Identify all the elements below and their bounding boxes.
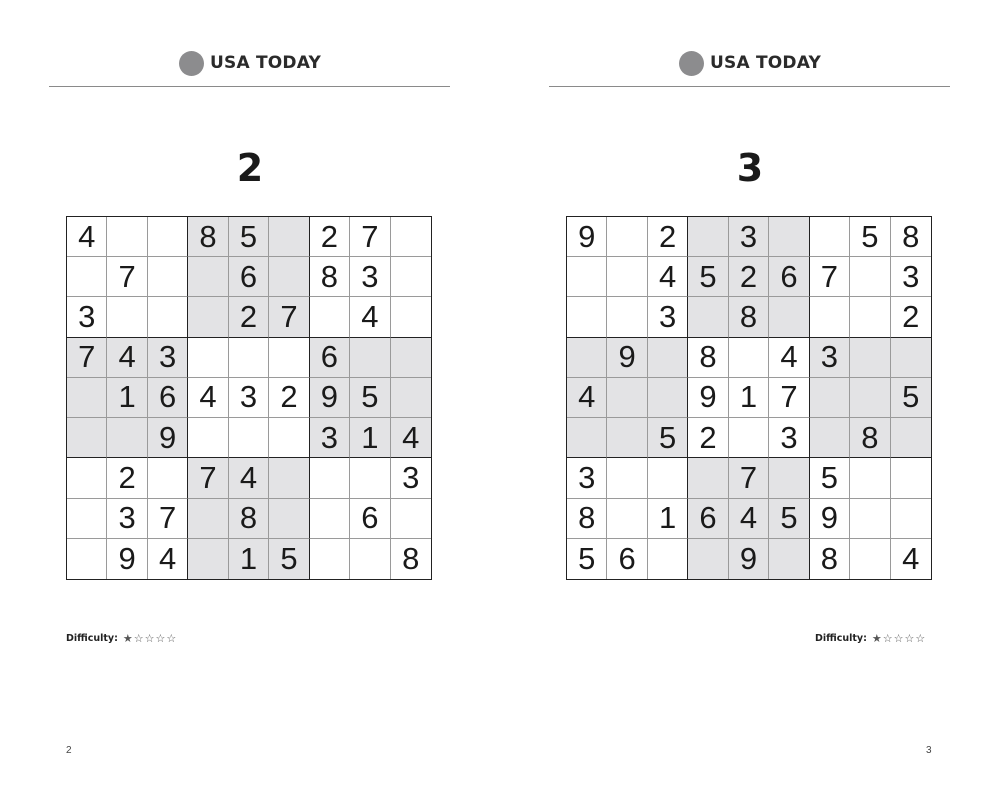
difficulty-rating: [815, 632, 926, 645]
empty-cell: [567, 418, 607, 458]
given-cell: 9: [107, 539, 147, 579]
empty-cell: [391, 378, 431, 418]
empty-cell: [107, 297, 147, 337]
empty-cell: [310, 458, 350, 498]
given-cell: 4: [769, 338, 809, 378]
empty-cell: [607, 458, 647, 498]
given-cell: 2: [688, 418, 728, 458]
empty-cell: [148, 217, 188, 257]
empty-cell: [729, 338, 769, 378]
given-cell: 8: [850, 418, 890, 458]
empty-cell: [607, 297, 647, 337]
given-cell: 8: [188, 217, 228, 257]
empty-cell: [229, 418, 269, 458]
given-cell: 8: [729, 297, 769, 337]
empty-cell: [891, 458, 931, 498]
empty-cell: [850, 378, 890, 418]
given-cell: 5: [688, 257, 728, 297]
empty-cell: [310, 297, 350, 337]
header-divider: [49, 86, 450, 87]
given-cell: 5: [769, 499, 809, 539]
given-cell: 3: [310, 418, 350, 458]
usa-today-logo-icon: [179, 51, 204, 76]
given-cell: 7: [107, 257, 147, 297]
given-cell: 3: [148, 338, 188, 378]
empty-cell: [188, 297, 228, 337]
empty-cell: [850, 338, 890, 378]
empty-cell: [607, 378, 647, 418]
empty-cell: [769, 458, 809, 498]
empty-cell: [648, 338, 688, 378]
difficulty-rating: [66, 632, 177, 645]
empty-cell: [350, 338, 390, 378]
given-cell: 7: [729, 458, 769, 498]
given-cell: 3: [567, 458, 607, 498]
given-cell: 9: [148, 418, 188, 458]
given-cell: 6: [229, 257, 269, 297]
given-cell: 3: [391, 458, 431, 498]
empty-cell: [310, 499, 350, 539]
empty-cell: [391, 257, 431, 297]
given-cell: 5: [850, 217, 890, 257]
given-cell: 8: [567, 499, 607, 539]
difficulty-label: Difficulty:: [66, 633, 118, 644]
given-cell: 8: [229, 499, 269, 539]
empty-cell: [891, 338, 931, 378]
given-cell: 4: [350, 297, 390, 337]
given-cell: 2: [269, 378, 309, 418]
puzzle-number: 3: [736, 146, 764, 190]
empty-cell: [607, 217, 647, 257]
empty-cell: [269, 458, 309, 498]
empty-cell: [67, 378, 107, 418]
given-cell: 7: [810, 257, 850, 297]
given-cell: 7: [269, 297, 309, 337]
given-cell: 3: [350, 257, 390, 297]
empty-cell: [648, 378, 688, 418]
given-cell: 7: [148, 499, 188, 539]
given-cell: 7: [67, 338, 107, 378]
given-cell: 9: [607, 338, 647, 378]
empty-cell: [607, 418, 647, 458]
given-cell: 4: [902, 540, 920, 576]
empty-cell: [107, 217, 147, 257]
given-cell: 4: [188, 378, 228, 418]
empty-cell: [607, 499, 647, 539]
given-cell: 3: [729, 217, 769, 257]
given-cell: 9: [688, 378, 728, 418]
empty-cell: [648, 458, 688, 498]
empty-cell: [850, 499, 890, 539]
given-cell: 2: [729, 257, 769, 297]
given-cell: 4: [107, 338, 147, 378]
given-cell: 2: [229, 297, 269, 337]
empty-cell: [391, 217, 431, 257]
empty-cell: [148, 458, 188, 498]
sudoku-grid: [66, 216, 432, 580]
given-cell: 3: [810, 338, 850, 378]
empty-cell: [148, 257, 188, 297]
given-cell: 5: [269, 539, 309, 579]
empty-cell: [188, 418, 228, 458]
sudoku-grid: [566, 216, 932, 580]
page-number: 3: [926, 745, 932, 756]
empty-cell: [188, 338, 228, 378]
empty-cell: [607, 257, 647, 297]
given-cell: 8: [688, 338, 728, 378]
header-divider: [549, 86, 950, 87]
empty-cell: [67, 499, 107, 539]
empty-cell: [67, 458, 107, 498]
empty-cell: [729, 418, 769, 458]
given-cell: 7: [350, 217, 390, 257]
given-cell: 1: [350, 418, 390, 458]
header: [0, 50, 500, 76]
given-cell: 4: [648, 257, 688, 297]
header: [500, 50, 1000, 76]
empty-cell: [769, 297, 809, 337]
given-cell: 3: [229, 378, 269, 418]
right-page: [500, 0, 1000, 800]
given-cell: 5: [567, 539, 607, 579]
given-cell: 6: [350, 499, 390, 539]
given-cell: 5: [891, 378, 931, 418]
empty-cell: [810, 378, 850, 418]
empty-cell: [269, 499, 309, 539]
empty-cell: [391, 297, 431, 337]
given-cell: 9: [310, 378, 350, 418]
given-cell: 2: [891, 297, 931, 337]
given-cell: 9: [729, 539, 769, 579]
empty-cell: [269, 257, 309, 297]
empty-cell: [850, 297, 890, 337]
empty-cell: [350, 458, 390, 498]
empty-cell: [310, 539, 350, 579]
given-cell: 6: [688, 499, 728, 539]
empty-cell: [188, 257, 228, 297]
empty-cell: [269, 338, 309, 378]
empty-cell: [567, 297, 607, 337]
empty-cell: [688, 458, 728, 498]
star-rating-icon: ★☆☆☆☆: [871, 632, 927, 645]
brand-name: USA TODAY: [710, 53, 821, 73]
star-rating-icon: ★☆☆☆☆: [122, 632, 178, 645]
given-cell: 6: [607, 539, 647, 579]
empty-cell: [391, 338, 431, 378]
empty-cell: [567, 338, 607, 378]
empty-cell: [67, 539, 107, 579]
given-cell: 7: [769, 378, 809, 418]
empty-cell: [891, 418, 931, 458]
empty-cell: [67, 418, 107, 458]
empty-cell: [850, 257, 890, 297]
difficulty-label: Difficulty:: [815, 633, 867, 644]
empty-cell: [229, 338, 269, 378]
given-cell: 8: [891, 217, 931, 257]
given-cell: 9: [567, 217, 607, 257]
given-cell: 4: [391, 418, 431, 458]
empty-cell: [188, 499, 228, 539]
given-cell: 4: [229, 458, 269, 498]
given-cell: 8: [310, 257, 350, 297]
empty-cell: [67, 257, 107, 297]
given-cell: 4: [567, 378, 607, 418]
usa-today-logo-icon: [679, 51, 704, 76]
given-cell: 1: [107, 378, 147, 418]
empty-cell: [648, 539, 688, 579]
given-cell: 2: [107, 458, 147, 498]
empty-cell: [107, 418, 147, 458]
empty-cell: [148, 297, 188, 337]
given-cell: 9: [810, 499, 850, 539]
page-number: 2: [66, 745, 72, 756]
empty-cell: [688, 297, 728, 337]
given-cell: 5: [648, 418, 688, 458]
empty-cell: [688, 217, 728, 257]
given-cell: 1: [648, 499, 688, 539]
given-cell: 8: [402, 540, 420, 576]
given-cell: 3: [891, 257, 931, 297]
given-cell: 5: [350, 378, 390, 418]
given-cell: 6: [148, 378, 188, 418]
empty-cell: [188, 539, 228, 579]
given-cell: 5: [229, 217, 269, 257]
given-cell: 4: [729, 499, 769, 539]
given-cell: 3: [648, 297, 688, 337]
given-cell: 6: [769, 257, 809, 297]
given-cell: 3: [769, 418, 809, 458]
puzzle-number: 2: [236, 146, 264, 190]
empty-cell: [850, 539, 890, 579]
empty-cell: [688, 539, 728, 579]
empty-cell: [269, 418, 309, 458]
given-cell: 6: [310, 338, 350, 378]
given-cell: 3: [107, 499, 147, 539]
empty-cell: [350, 539, 390, 579]
empty-cell: [769, 539, 809, 579]
given-cell: 2: [310, 217, 350, 257]
given-cell: 5: [810, 458, 850, 498]
empty-cell: [269, 217, 309, 257]
empty-cell: [891, 499, 931, 539]
brand-name: USA TODAY: [210, 53, 321, 73]
given-cell: 1: [229, 539, 269, 579]
given-cell: 4: [67, 217, 107, 257]
given-cell: 4: [148, 539, 188, 579]
empty-cell: [391, 499, 431, 539]
empty-cell: [769, 217, 809, 257]
given-cell: 1: [729, 378, 769, 418]
given-cell: 3: [67, 297, 107, 337]
empty-cell: [810, 217, 850, 257]
empty-cell: [810, 418, 850, 458]
empty-cell: [567, 257, 607, 297]
given-cell: 8: [810, 539, 850, 579]
given-cell: 7: [188, 458, 228, 498]
empty-cell: [810, 297, 850, 337]
given-cell: 2: [648, 217, 688, 257]
empty-cell: [850, 458, 890, 498]
